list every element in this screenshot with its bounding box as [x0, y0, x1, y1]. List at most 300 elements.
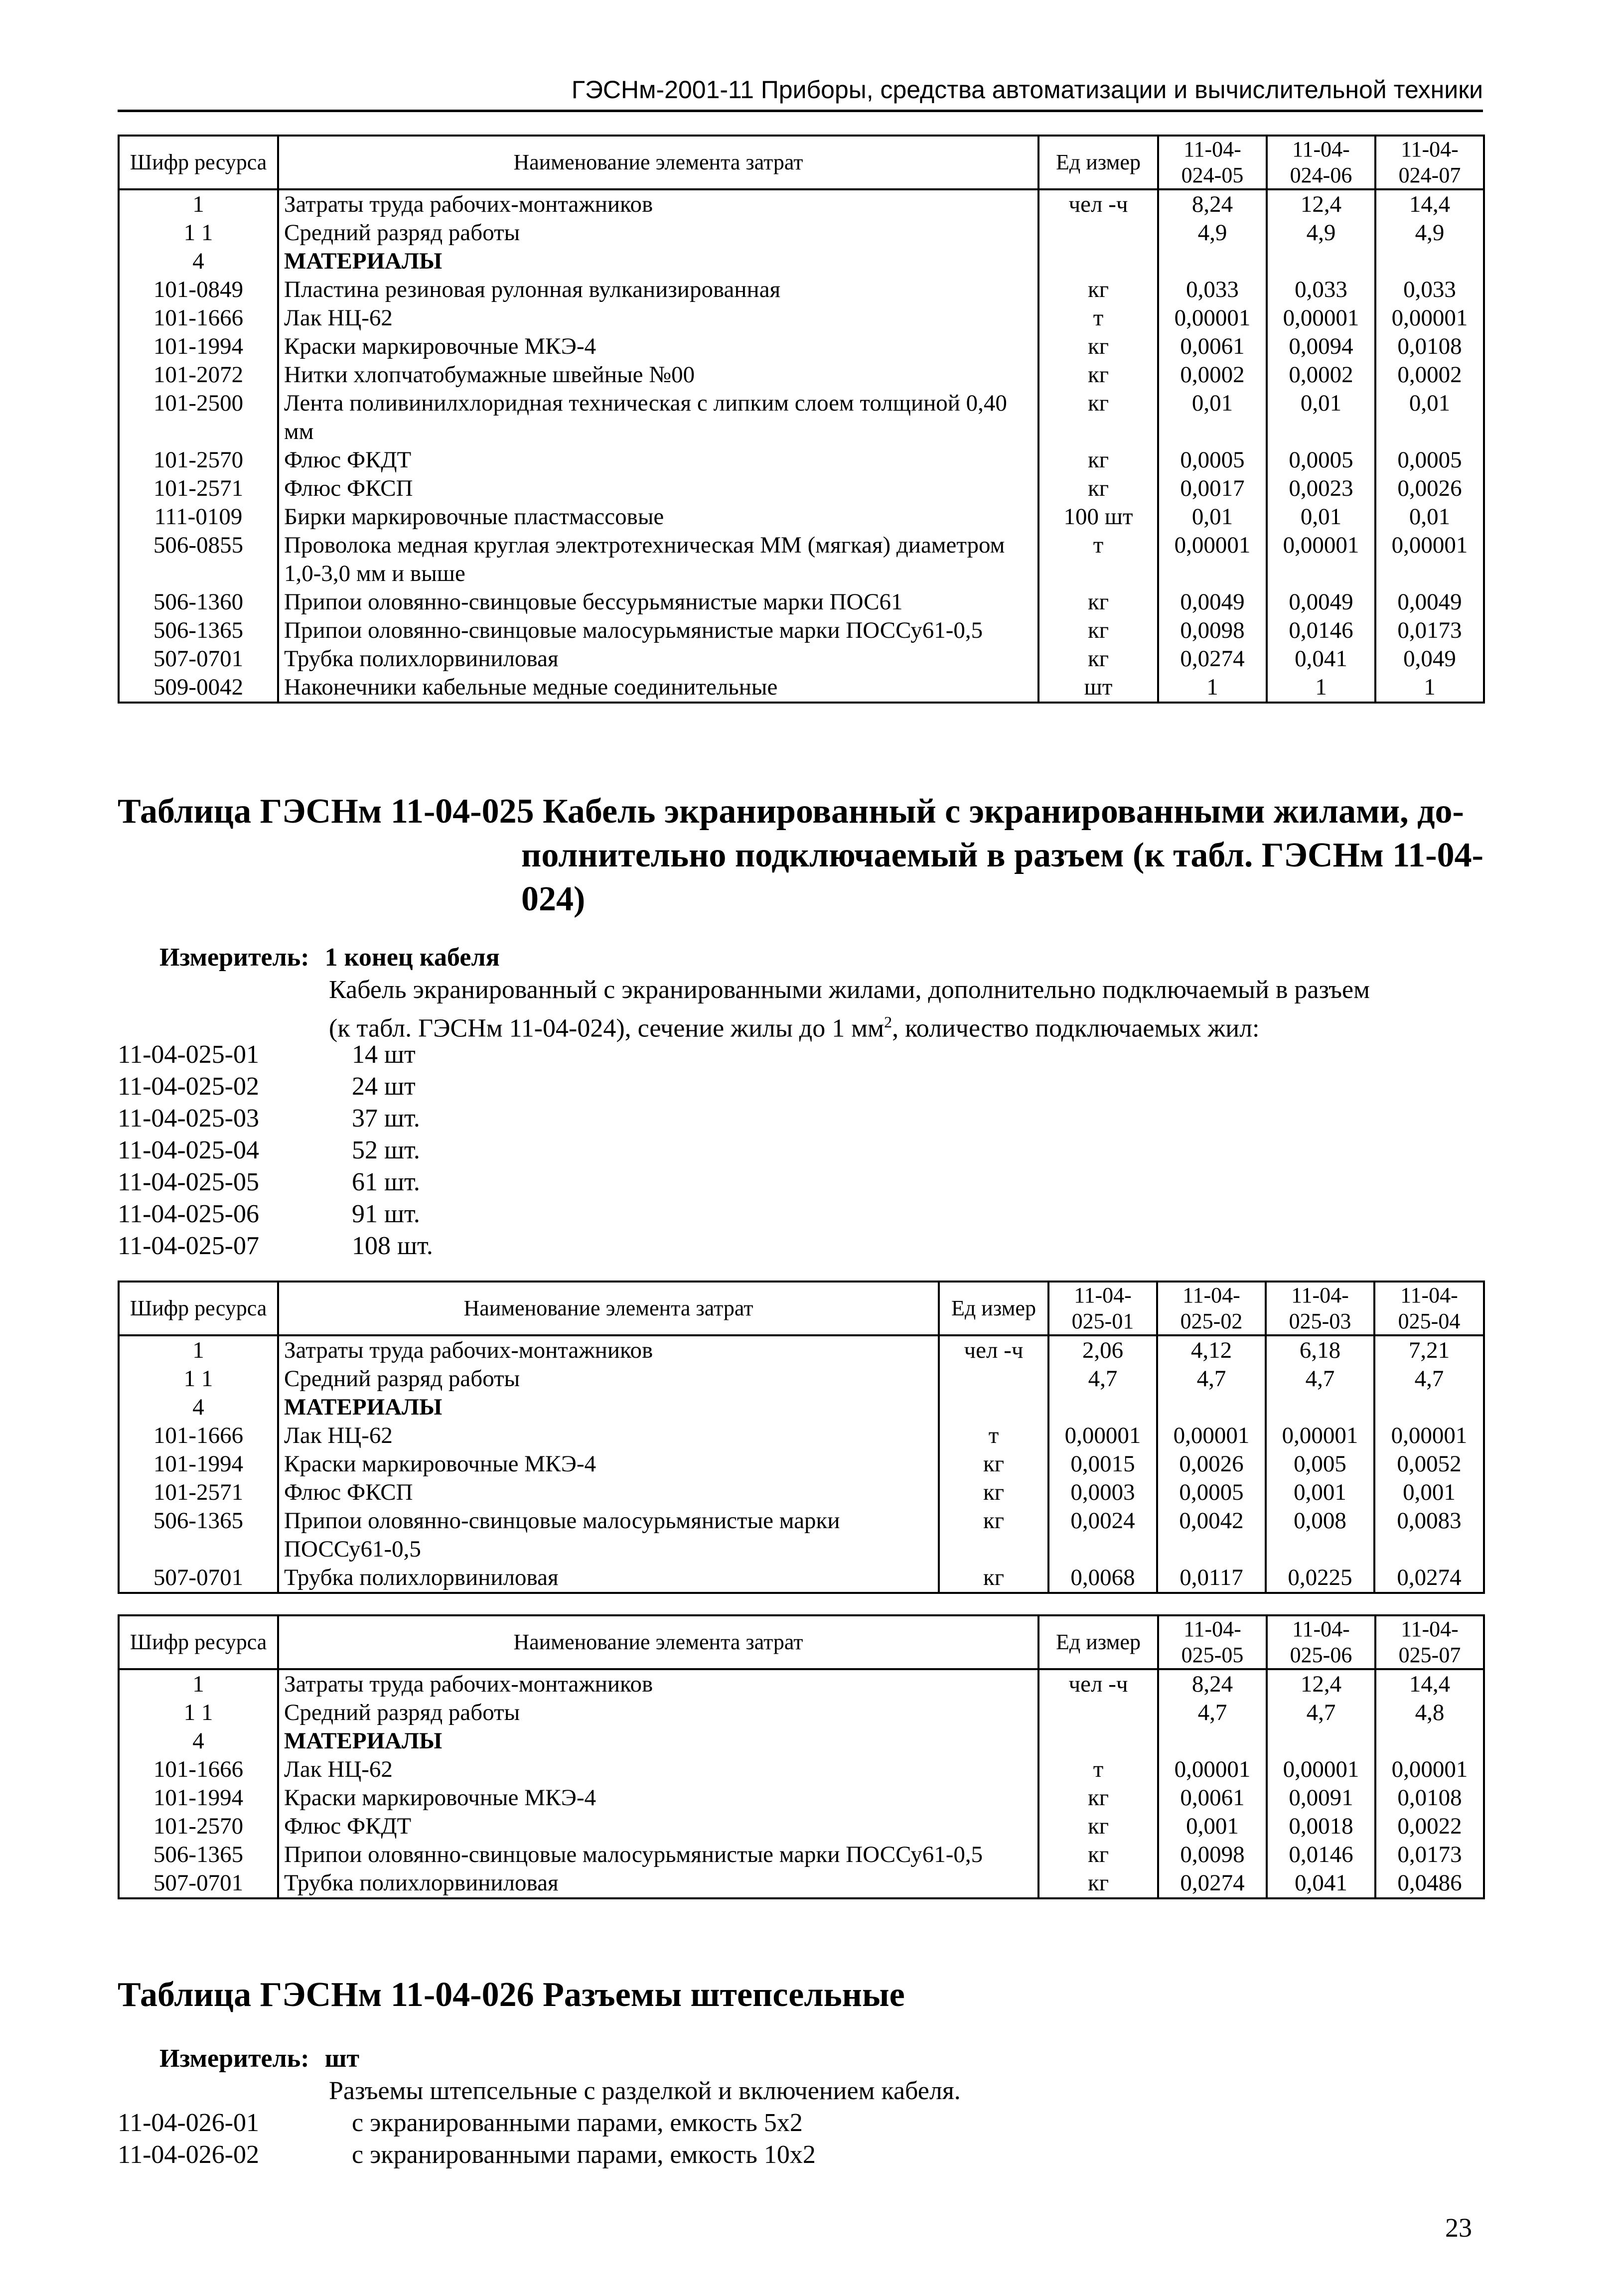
table-row	[119, 1507, 1484, 1564]
resource-unit: чел -ч	[939, 1335, 1048, 1365]
item-code: 11-04-025-07	[118, 1232, 260, 1260]
resource-unit: чел -ч	[1038, 1669, 1158, 1699]
resource-name: Трубка полихлорвиниловая	[278, 645, 1038, 673]
resource-unit: кг	[1038, 1812, 1158, 1841]
description-line-1: Кабель экранированный с экранированными жилами, дополнительно подключаемый в разъем	[329, 976, 1370, 1004]
norm-value: 0,0049	[1158, 588, 1267, 616]
resource-name: Лента поливинилхлоридная техническая с липким слоем толщиной 0,40 мм	[278, 389, 1038, 446]
page-number: 23	[1445, 2213, 1472, 2243]
resource-unit	[1038, 247, 1158, 276]
norm-value: 14,4	[1375, 189, 1484, 219]
norm-value: 1	[1267, 673, 1375, 703]
table-row	[119, 332, 1484, 361]
item-code: 11-04-025-02	[118, 1072, 260, 1101]
item-value: 61 шт.	[352, 1168, 420, 1196]
col-header-code: Шифр ресурса	[119, 1615, 278, 1669]
resource-name: Лак НЦ-62	[278, 1755, 1038, 1784]
resource-unit: кг	[1038, 332, 1158, 361]
resource-name: Затраты труда рабочих-монтажников	[278, 189, 1038, 219]
item-value: 52 шт.	[352, 1136, 420, 1164]
table-row	[119, 673, 1484, 703]
resource-unit: кг	[1038, 1869, 1158, 1898]
col-header-norm: 11-04-024-07	[1375, 136, 1484, 189]
item-code: 11-04-025-06	[118, 1200, 260, 1228]
resource-name: Флюс ФКДТ	[278, 446, 1038, 474]
resource-unit: шт	[1038, 673, 1158, 703]
table-row	[119, 1869, 1484, 1898]
norm-value: 7,21	[1374, 1335, 1484, 1365]
norm-value: 0,041	[1267, 645, 1375, 673]
resource-code: 509-0042	[119, 673, 278, 703]
table-row	[119, 1727, 1484, 1755]
item-list-026	[118, 2107, 816, 2171]
norm-value	[1374, 1393, 1484, 1422]
resource-code: 101-1994	[119, 332, 278, 361]
resource-code: 4	[119, 247, 278, 276]
resource-unit: кг	[1038, 1784, 1158, 1812]
table-header	[119, 1615, 1484, 1669]
item-code: 11-04-025-05	[118, 1168, 260, 1196]
item-value: 108 шт.	[352, 1232, 433, 1260]
resource-name: Наконечники кабельные медные соединительные	[278, 673, 1038, 703]
table-row	[119, 1784, 1484, 1812]
resource-code: 101-0849	[119, 276, 278, 304]
norm-value	[1048, 1393, 1157, 1422]
norm-value: 0,01	[1375, 389, 1484, 446]
description-line-2: (к табл. ГЭСНм 11-04-024), сечение жилы до 1 $мм^2$, количество подключаемых жил:	[329, 1013, 1260, 1043]
resource-code: 101-1666	[119, 304, 278, 332]
meter-label: Измеритель:	[159, 2044, 309, 2073]
norm-value: 0,0002	[1267, 361, 1375, 389]
table-row	[119, 1669, 1484, 1699]
table-row	[119, 645, 1484, 673]
resource-name: Трубка полихлорвиниловая	[278, 1869, 1038, 1898]
item-code: 11-04-026-02	[118, 2140, 260, 2169]
norm-value: 0,0026	[1157, 1450, 1266, 1478]
description-026: Разъемы штепсельные с разделкой и включением кабеля.	[329, 2077, 961, 2105]
norm-value: 0,0146	[1267, 616, 1375, 645]
item-value: с экранированными парами, емкость 5х2	[352, 2109, 803, 2137]
resource-code: 506-1365	[119, 616, 278, 645]
norm-value	[1267, 247, 1375, 276]
col-header-name: Наименование элемента затрат	[278, 136, 1038, 189]
title-line-1: Таблица ГЭСНм 11-04-025 Кабель экранированный с экранированными жилами, до-	[118, 792, 1464, 831]
item-value: 91 шт.	[352, 1200, 420, 1228]
norm-value: 0,0083	[1374, 1507, 1484, 1564]
norm-value	[1266, 1393, 1374, 1422]
norm-value: 0,049	[1375, 645, 1484, 673]
norm-value: 0,0017	[1158, 474, 1267, 503]
resource-name: Средний разряд работы	[278, 1365, 939, 1393]
resource-unit: т	[1038, 304, 1158, 332]
resource-code: 506-1360	[119, 588, 278, 616]
norm-value: 0,01	[1267, 503, 1375, 531]
meter-value: шт	[324, 2044, 360, 2073]
norm-value: 0,0094	[1267, 332, 1375, 361]
col-header-norm: 11-04-024-06	[1267, 136, 1375, 189]
resource-name: Лак НЦ-62	[278, 304, 1038, 332]
resource-code: 1	[119, 1335, 278, 1365]
col-header-unit: Ед измер	[1038, 136, 1158, 189]
norm-value	[1375, 1727, 1484, 1755]
norm-value: 4,7	[1158, 1699, 1267, 1727]
item-row	[118, 1071, 433, 1103]
norm-value: 0,0026	[1375, 474, 1484, 503]
norm-value: 0,00001	[1267, 531, 1375, 588]
norm-value: 0,0146	[1267, 1841, 1375, 1869]
resource-code: 101-2571	[119, 474, 278, 503]
norm-value	[1375, 247, 1484, 276]
title-line-2: полнительно подключаемый в разъем (к табл. ГЭСНм 11-04-	[521, 836, 1483, 874]
resource-code: 101-2570	[119, 446, 278, 474]
norm-value: 0,0022	[1375, 1812, 1484, 1841]
norm-value: 0,00001	[1375, 1755, 1484, 1784]
norm-value: 1	[1158, 673, 1267, 703]
resource-unit	[939, 1393, 1048, 1422]
meter-value: 1 конец кабеля	[324, 943, 500, 972]
table-row	[119, 247, 1484, 276]
resource-name: Средний разряд работы	[278, 219, 1038, 247]
col-header-norm: 11-04-025-04	[1374, 1282, 1484, 1335]
resource-name: Флюс ФКСП	[278, 1478, 939, 1507]
resource-code: 101-2500	[119, 389, 278, 446]
norm-value: 0,005	[1266, 1450, 1374, 1478]
norm-value: 4,7	[1266, 1365, 1374, 1393]
norm-value: 0,00001	[1048, 1422, 1157, 1450]
resource-unit: кг	[1038, 616, 1158, 645]
resource-name: Бирки маркировочные пластмассовые	[278, 503, 1038, 531]
norm-value: 0,00001	[1375, 304, 1484, 332]
col-header-name: Наименование элемента затрат	[278, 1282, 939, 1335]
table-header	[119, 136, 1484, 189]
resource-unit: кг	[939, 1478, 1048, 1507]
table-row	[119, 219, 1484, 247]
resource-name: Затраты труда рабочих-монтажников	[278, 1669, 1038, 1699]
norm-value: 0,001	[1158, 1812, 1267, 1841]
norm-value: 0,0173	[1375, 1841, 1484, 1869]
table-row	[119, 1335, 1484, 1365]
norm-value: 0,00001	[1158, 531, 1267, 588]
table-row	[119, 1365, 1484, 1393]
resource-unit	[1038, 219, 1158, 247]
running-header: ГЭСНм-2001-11 Приборы, средства автоматизации и вычислительной техники	[118, 70, 1483, 112]
table-row	[119, 1450, 1484, 1478]
norm-value	[1267, 1727, 1375, 1755]
col-header-code: Шифр ресурса	[119, 136, 278, 189]
norm-value: 0,0274	[1158, 645, 1267, 673]
item-row	[118, 2107, 816, 2139]
resource-unit: кг	[1038, 446, 1158, 474]
norm-value: 0,0274	[1374, 1564, 1484, 1593]
resource-unit: т	[939, 1422, 1048, 1450]
table-row	[119, 1478, 1484, 1507]
norm-value: 0,0052	[1374, 1450, 1484, 1478]
resource-name: Средний разряд работы	[278, 1699, 1038, 1727]
resource-unit: т	[1038, 1755, 1158, 1784]
item-row	[118, 1166, 433, 1198]
norm-value: 0,00001	[1374, 1422, 1484, 1450]
resource-code: 1 1	[119, 1365, 278, 1393]
norm-value: 4,7	[1048, 1365, 1157, 1393]
col-header-unit: Ед измер	[939, 1282, 1048, 1335]
norm-value: 0,00001	[1157, 1422, 1266, 1450]
resource-name: Затраты труда рабочих-монтажников	[278, 1335, 939, 1365]
resource-name: Краски маркировочные МКЭ-4	[278, 1450, 939, 1478]
resource-name: Припои оловянно-свинцовые малосурьмянистые марки ПОССу61-0,5	[278, 1841, 1038, 1869]
item-row	[118, 1230, 433, 1262]
norm-value: 4,7	[1374, 1365, 1484, 1393]
table-row	[119, 1699, 1484, 1727]
table-row	[119, 588, 1484, 616]
norm-value: 0,0002	[1158, 361, 1267, 389]
resource-code: 1	[119, 189, 278, 219]
norm-value: 4,9	[1375, 219, 1484, 247]
norm-value: 0,00001	[1267, 1755, 1375, 1784]
norm-value: 0,0098	[1158, 616, 1267, 645]
norm-value: 0,0049	[1267, 588, 1375, 616]
table-title-026: Таблица ГЭСНм 11-04-026 Разъемы штепсельные	[118, 1976, 905, 2014]
col-header-norm: 11-04-025-01	[1048, 1282, 1157, 1335]
norm-value: 4,9	[1267, 219, 1375, 247]
resource-unit	[1038, 1727, 1158, 1755]
item-value: 24 шт	[352, 1072, 416, 1101]
resource-table-024	[118, 135, 1485, 704]
item-value: с экранированными парами, емкость 10х2	[352, 2140, 816, 2169]
norm-value: 4,12	[1157, 1335, 1266, 1365]
norm-value: 0,033	[1375, 276, 1484, 304]
table-row	[119, 304, 1484, 332]
col-header-code: Шифр ресурса	[119, 1282, 278, 1335]
norm-value: 4,7	[1157, 1365, 1266, 1393]
resource-code: 507-0701	[119, 1869, 278, 1898]
resource-name: МАТЕРИАЛЫ	[278, 247, 1038, 276]
table-row	[119, 446, 1484, 474]
table-title-025	[118, 790, 1483, 921]
norm-value: 0,0005	[1158, 446, 1267, 474]
norm-value: 0,0005	[1267, 446, 1375, 474]
norm-value: 0,0003	[1048, 1478, 1157, 1507]
resource-name: Пластина резиновая рулонная вулканизированная	[278, 276, 1038, 304]
table-row	[119, 276, 1484, 304]
resource-unit: кг	[939, 1564, 1048, 1593]
resource-name: Лак НЦ-62	[278, 1422, 939, 1450]
table-row	[119, 1755, 1484, 1784]
resource-code: 506-1365	[119, 1507, 278, 1564]
norm-value: 0,033	[1158, 276, 1267, 304]
item-code: 11-04-025-04	[118, 1136, 260, 1164]
description-025	[329, 974, 1370, 1044]
resource-table-025-b	[118, 1614, 1485, 1899]
norm-value: 0,0108	[1375, 1784, 1484, 1812]
resource-unit: кг	[1038, 645, 1158, 673]
col-header-norm: 11-04-024-05	[1158, 136, 1267, 189]
norm-value: 0,0098	[1158, 1841, 1267, 1869]
resource-unit: кг	[1038, 276, 1158, 304]
col-header-unit: Ед измер	[1038, 1615, 1158, 1669]
item-row	[118, 1198, 433, 1230]
resource-code: 101-1666	[119, 1755, 278, 1784]
norm-value: 0,0042	[1157, 1507, 1266, 1564]
norm-value: 0,041	[1267, 1869, 1375, 1898]
item-value: 37 шт.	[352, 1104, 420, 1133]
norm-value: 0,01	[1158, 389, 1267, 446]
resource-name: Краски маркировочные МКЭ-4	[278, 332, 1038, 361]
norm-value: 0,00001	[1375, 531, 1484, 588]
norm-value: 4,9	[1158, 219, 1267, 247]
item-row	[118, 1103, 433, 1135]
item-code: 11-04-026-01	[118, 2109, 260, 2137]
resource-code: 4	[119, 1727, 278, 1755]
norm-value: 0,0005	[1375, 446, 1484, 474]
norm-value: 0,0225	[1266, 1564, 1374, 1593]
resource-unit: кг	[1038, 588, 1158, 616]
resource-name: Трубка полихлорвиниловая	[278, 1564, 939, 1593]
item-row	[118, 1135, 433, 1166]
table-row	[119, 1841, 1484, 1869]
meter-row-026	[159, 2043, 359, 2075]
norm-value: 0,0486	[1375, 1869, 1484, 1898]
table-row	[119, 616, 1484, 645]
norm-value: 4,7	[1267, 1699, 1375, 1727]
norm-value: 0,0024	[1048, 1507, 1157, 1564]
norm-value: 0,0117	[1157, 1564, 1266, 1593]
resource-code: 101-1666	[119, 1422, 278, 1450]
norm-value: 0,0274	[1158, 1869, 1267, 1898]
resource-unit: кг	[1038, 361, 1158, 389]
norm-value: 0,01	[1267, 389, 1375, 446]
norm-value: 14,4	[1375, 1669, 1484, 1699]
norm-value: 0,001	[1266, 1478, 1374, 1507]
resource-code: 1	[119, 1669, 278, 1699]
item-code: 11-04-025-01	[118, 1040, 260, 1069]
resource-code: 507-0701	[119, 1564, 278, 1593]
norm-value: 6,18	[1266, 1335, 1374, 1365]
norm-value: 0,0018	[1267, 1812, 1375, 1841]
item-row	[118, 2139, 816, 2171]
norm-value: 0,00001	[1266, 1422, 1374, 1450]
norm-value: 12,4	[1267, 1669, 1375, 1699]
norm-value: 0,0061	[1158, 1784, 1267, 1812]
resource-name: Флюс ФКСП	[278, 474, 1038, 503]
resource-unit: кг	[939, 1450, 1048, 1478]
norm-value: 0,00001	[1267, 304, 1375, 332]
resource-code: 101-2570	[119, 1812, 278, 1841]
norm-value: 0,0023	[1267, 474, 1375, 503]
col-header-name: Наименование элемента затрат	[278, 1615, 1038, 1669]
resource-code: 1 1	[119, 1699, 278, 1727]
norm-value: 0,00001	[1158, 1755, 1267, 1784]
norm-value: 8,24	[1158, 1669, 1267, 1699]
resource-unit: кг	[1038, 474, 1158, 503]
table-row	[119, 1422, 1484, 1450]
resource-code: 507-0701	[119, 645, 278, 673]
resource-unit	[1038, 1699, 1158, 1727]
norm-value: 0,0108	[1375, 332, 1484, 361]
table-row	[119, 189, 1484, 219]
norm-value: 8,24	[1158, 189, 1267, 219]
table-header	[119, 1282, 1484, 1335]
resource-name: МАТЕРИАЛЫ	[278, 1393, 939, 1422]
norm-value: 0,01	[1375, 503, 1484, 531]
col-header-norm: 11-04-025-07	[1375, 1615, 1484, 1669]
resource-table-025-a	[118, 1281, 1485, 1594]
norm-value: 0,01	[1158, 503, 1267, 531]
norm-value: 0,001	[1374, 1478, 1484, 1507]
norm-value: 0,0061	[1158, 332, 1267, 361]
meter-label: Измеритель:	[159, 943, 309, 972]
resource-code: 506-1365	[119, 1841, 278, 1869]
col-header-norm: 11-04-025-03	[1266, 1282, 1374, 1335]
item-value: 14 шт	[352, 1040, 416, 1069]
resource-name: МАТЕРИАЛЫ	[278, 1727, 1038, 1755]
resource-name: Проволока медная круглая электротехническая ММ (мягкая) диаметром 1,0-3,0 мм и выше	[278, 531, 1038, 588]
norm-value: 2,06	[1048, 1335, 1157, 1365]
norm-value: 0,033	[1267, 276, 1375, 304]
norm-value: 0,00001	[1158, 304, 1267, 332]
table-row	[119, 474, 1484, 503]
resource-unit: чел -ч	[1038, 189, 1158, 219]
resource-name: Припои оловянно-свинцовые малосурьмянистые марки ПОССу61-0,5	[278, 1507, 939, 1564]
item-row	[118, 1039, 433, 1071]
table-row	[119, 389, 1484, 446]
col-header-norm: 11-04-025-05	[1158, 1615, 1267, 1669]
item-code: 11-04-025-03	[118, 1104, 260, 1133]
norm-value	[1157, 1393, 1266, 1422]
norm-value: 0,0091	[1267, 1784, 1375, 1812]
table-row	[119, 503, 1484, 531]
resource-unit: кг	[1038, 389, 1158, 446]
resource-name: Нитки хлопчатобумажные швейные №00	[278, 361, 1038, 389]
item-list-025	[118, 1039, 433, 1262]
norm-value: 0,0068	[1048, 1564, 1157, 1593]
resource-code: 111-0109	[119, 503, 278, 531]
resource-name: Краски маркировочные МКЭ-4	[278, 1784, 1038, 1812]
norm-value: 12,4	[1267, 189, 1375, 219]
table-row	[119, 531, 1484, 588]
table-row	[119, 1812, 1484, 1841]
resource-name: Припои оловянно-свинцовые бессурьмянистые марки ПОС61	[278, 588, 1038, 616]
norm-value: 1	[1375, 673, 1484, 703]
norm-value: 0,0015	[1048, 1450, 1157, 1478]
norm-value: 0,0049	[1375, 588, 1484, 616]
resource-unit: кг	[1038, 1841, 1158, 1869]
table-row	[119, 1393, 1484, 1422]
resource-code: 101-1994	[119, 1784, 278, 1812]
resource-code: 4	[119, 1393, 278, 1422]
resource-code: 506-0855	[119, 531, 278, 588]
resource-unit	[939, 1365, 1048, 1393]
resource-code: 1 1	[119, 219, 278, 247]
resource-name: Флюс ФКДТ	[278, 1812, 1038, 1841]
norm-value: 0,0173	[1375, 616, 1484, 645]
resource-unit: 100 шт	[1038, 503, 1158, 531]
norm-value	[1158, 247, 1267, 276]
meter-row-025	[159, 942, 500, 974]
title-line-3: 024)	[521, 880, 586, 918]
norm-value: 0,008	[1266, 1507, 1374, 1564]
col-header-norm: 11-04-025-06	[1267, 1615, 1375, 1669]
norm-value: 4,8	[1375, 1699, 1484, 1727]
resource-unit: т	[1038, 531, 1158, 588]
norm-value: 0,0005	[1157, 1478, 1266, 1507]
table-row	[119, 361, 1484, 389]
resource-unit: кг	[939, 1507, 1048, 1564]
table-row	[119, 1564, 1484, 1593]
resource-code: 101-2072	[119, 361, 278, 389]
resource-code: 101-2571	[119, 1478, 278, 1507]
resource-name: Припои оловянно-свинцовые малосурьмянистые марки ПОССу61-0,5	[278, 616, 1038, 645]
norm-value	[1158, 1727, 1267, 1755]
